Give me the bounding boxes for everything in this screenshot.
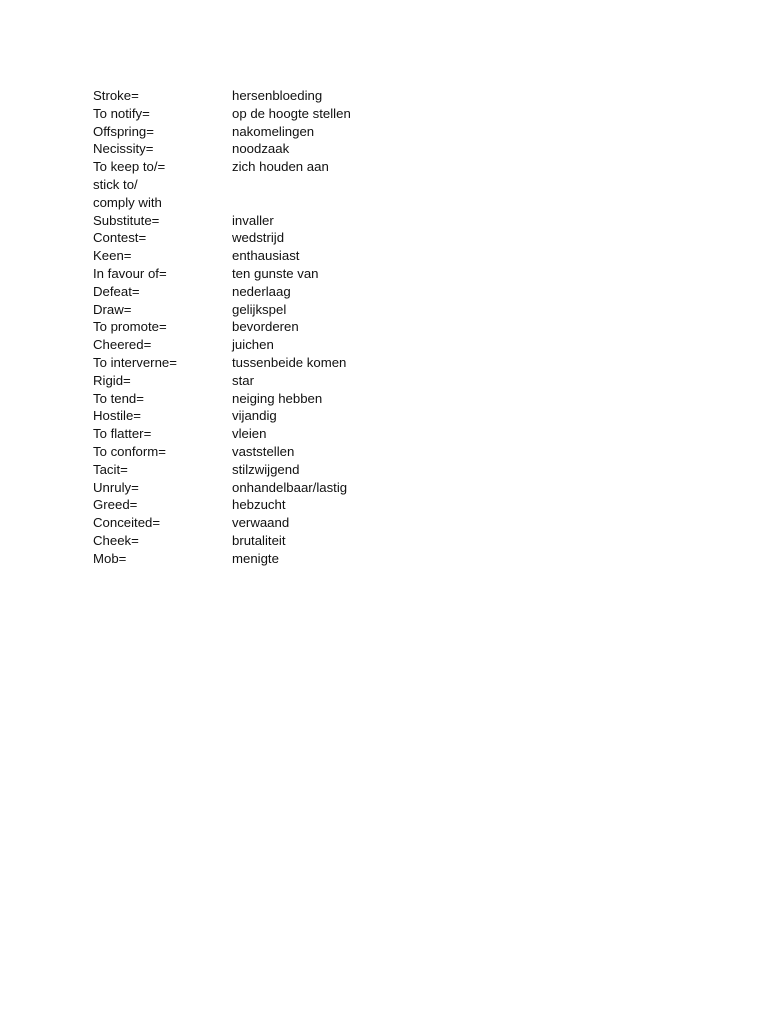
english-term — [93, 407, 232, 425]
vocab-row — [93, 354, 423, 372]
dutch-translation: star — [232, 372, 254, 388]
english-term — [93, 336, 232, 354]
english-term-line: To promote= — [93, 319, 167, 335]
vocab-row — [93, 87, 423, 105]
english-term — [93, 212, 232, 230]
english-term — [93, 532, 232, 550]
english-term-line: Unruly= — [93, 479, 139, 495]
dutch-translation: gelijkspel — [232, 301, 287, 317]
vocab-row — [93, 407, 423, 425]
english-term — [93, 301, 232, 319]
dutch-translation: wedstrijd — [232, 230, 285, 246]
dutch-translation: nederlaag — [232, 283, 291, 299]
vocab-row — [93, 105, 423, 123]
english-term-line: Cheek= — [93, 532, 139, 548]
vocab-row — [93, 283, 423, 301]
vocab-row — [93, 372, 423, 390]
english-term — [93, 514, 232, 532]
vocab-row — [93, 532, 423, 550]
vocab-row — [93, 550, 423, 568]
vocab-row — [93, 140, 423, 158]
dutch-translation: onhandelbaar/lastig — [232, 479, 348, 495]
vocab-row — [93, 318, 423, 336]
english-term — [93, 354, 232, 372]
dutch-translation: juichen — [232, 337, 274, 353]
dutch-translation: noodzaak — [232, 141, 290, 157]
english-term-line: To notify= — [93, 105, 150, 121]
english-term-line: Contest= — [93, 230, 147, 246]
english-term — [93, 372, 232, 390]
vocab-row — [93, 229, 423, 247]
vocab-row — [93, 247, 423, 265]
dutch-translation: invaller — [232, 212, 274, 228]
english-term — [93, 247, 232, 265]
english-term — [93, 158, 232, 211]
vocab-row — [93, 123, 423, 141]
dutch-translation: vleien — [232, 426, 267, 442]
dutch-translation: zich houden aan — [232, 159, 329, 175]
english-term-line: Substitute= — [93, 212, 160, 228]
vocab-row — [93, 336, 423, 354]
english-term — [93, 443, 232, 461]
dutch-translation: hebzucht — [232, 497, 286, 513]
dutch-translation: nakomelingen — [232, 123, 315, 139]
english-term-line: Greed= — [93, 497, 138, 513]
english-term — [93, 461, 232, 479]
english-term — [93, 283, 232, 301]
vocab-row — [93, 158, 423, 211]
vocab-row — [93, 212, 423, 230]
vocab-row — [93, 461, 423, 479]
english-term-line: Mob= — [93, 550, 127, 566]
vocab-row — [93, 425, 423, 443]
vocab-row — [93, 479, 423, 497]
english-term-line: To tend= — [93, 390, 144, 406]
vocab-row — [93, 390, 423, 408]
dutch-translation: verwaand — [232, 515, 290, 531]
dutch-translation: menigte — [232, 550, 279, 566]
vocabulary-list — [93, 87, 423, 568]
english-term — [93, 425, 232, 443]
dutch-translation: neiging hebben — [232, 390, 323, 406]
english-term — [93, 390, 232, 408]
vocab-row — [93, 443, 423, 461]
dutch-translation: brutaliteit — [232, 532, 286, 548]
english-term — [93, 479, 232, 497]
english-term-line: Cheered= — [93, 337, 152, 353]
english-term-line: Hostile= — [93, 408, 142, 424]
english-term-line: To flatter= — [93, 426, 152, 442]
english-term — [93, 318, 232, 336]
english-term — [93, 265, 232, 283]
dutch-translation: hersenbloeding — [232, 88, 323, 103]
english-term-line: comply with — [93, 194, 162, 210]
english-term — [93, 496, 232, 514]
english-term-line: To conform= — [93, 443, 166, 459]
dutch-translation: tussenbeide komen — [232, 354, 347, 370]
dutch-translation: vijandig — [232, 408, 277, 424]
english-term-line: To keep to/= — [93, 159, 166, 175]
english-term-line: Tacit= — [93, 461, 128, 477]
english-term-line: Rigid= — [93, 372, 131, 388]
english-term-line: Defeat= — [93, 283, 140, 299]
dutch-translation: ten gunste van — [232, 265, 319, 281]
dutch-translation: stilzwijgend — [232, 461, 300, 477]
dutch-translation: enthausiast — [232, 248, 300, 264]
english-term-line: To interverne= — [93, 354, 177, 370]
dutch-translation: vaststellen — [232, 443, 295, 459]
vocab-row — [93, 301, 423, 319]
english-term-line: Necissity= — [93, 141, 154, 157]
english-term — [93, 87, 232, 105]
english-term-line: Stroke= — [93, 88, 139, 103]
english-term-line: Offspring= — [93, 123, 154, 139]
english-term-line: Keen= — [93, 248, 132, 264]
vocab-row — [93, 265, 423, 283]
english-term — [93, 229, 232, 247]
english-term — [93, 105, 232, 123]
english-term — [93, 550, 232, 568]
dutch-translation: bevorderen — [232, 319, 299, 335]
vocab-row — [93, 496, 423, 514]
dutch-translation: op de hoogte stellen — [232, 105, 351, 121]
english-term-line: In favour of= — [93, 265, 167, 281]
english-term — [93, 140, 232, 158]
english-term — [93, 123, 232, 141]
english-term-line: Draw= — [93, 301, 132, 317]
english-term-line: stick to/ — [93, 176, 138, 192]
english-term-line: Conceited= — [93, 515, 161, 531]
vocab-row — [93, 514, 423, 532]
